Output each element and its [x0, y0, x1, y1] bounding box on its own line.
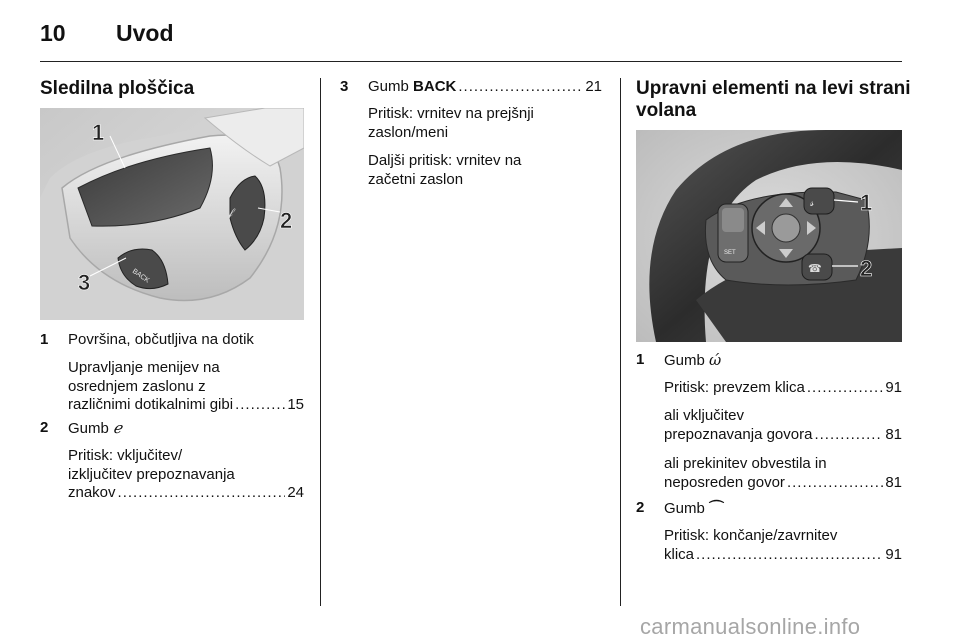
item-label [664, 351, 721, 370]
page-header [40, 14, 902, 62]
dot-leader [118, 484, 286, 503]
page-reference[interactable] [664, 474, 902, 493]
item-label-text: Gumb [68, 420, 109, 437]
reference-text: prepoznavanja govora [664, 425, 813, 443]
desc-line: Pritisk: vrnitev na prejšnji [368, 105, 534, 122]
item-label-text: Gumb [664, 352, 705, 369]
back-button-label: BACK [130, 267, 151, 285]
heading-line: Upravni elementi na levi strani [636, 78, 911, 99]
desc-line: Upravljanje menijev na [68, 359, 220, 376]
handwriting-icon: ℯ [113, 419, 122, 437]
item-label: Površina, občutljiva na dotik [68, 331, 254, 348]
desc-line: ali vključitev [664, 407, 745, 424]
heading-line: volana [636, 100, 697, 121]
steering-wheel-illustration [636, 130, 902, 342]
item-number: 1 [40, 331, 49, 348]
voice-command-icon: 𝓈 [810, 196, 815, 209]
page-reference[interactable] [68, 484, 304, 503]
voice-command-icon: ώ [709, 351, 722, 369]
steering-wheel-figure [636, 130, 902, 342]
page-reference[interactable] [368, 78, 602, 96]
reference-text: različnimi dotikalnimi gibi [68, 396, 234, 413]
callout-3: 3 [78, 270, 91, 295]
page-title: Uvod [116, 20, 174, 46]
section-heading-touchpad: Sledilna ploščica [40, 78, 195, 99]
item-number: 1 [636, 351, 645, 368]
item-label-prefix: Gumb [368, 78, 409, 95]
desc-line: ali prekinitev obvestila in [664, 455, 827, 472]
dot-leader [696, 546, 883, 565]
left-item-2-desc [68, 447, 304, 503]
item-label-text: Gumb [664, 500, 705, 517]
dot-leader [807, 379, 883, 398]
right-item-1-entry-1 [664, 379, 902, 398]
reference-text: Pritisk: prevzem klica [664, 379, 805, 396]
middle-item-3-desc-2 [368, 152, 602, 189]
reference-page: 91 [885, 545, 902, 563]
callout-1: 1 [92, 120, 105, 145]
page-reference[interactable] [664, 379, 902, 398]
page-reference[interactable] [664, 546, 902, 565]
desc-line: Pritisk: končanje/zavrnitev [664, 527, 838, 544]
item-number: 2 [40, 419, 49, 436]
reference-page: 24 [287, 484, 304, 501]
item-number: 3 [340, 78, 349, 95]
desc-line: zaslon/meni [368, 123, 449, 141]
reference-text: klica [664, 545, 695, 563]
left-item-1-desc [68, 359, 304, 415]
page-reference[interactable] [664, 426, 902, 445]
item-label [68, 419, 122, 438]
column-divider-right [620, 78, 621, 606]
desc-line: začetni zaslon [368, 170, 464, 188]
item-label [664, 499, 724, 518]
page-reference[interactable] [68, 396, 304, 415]
hang-up-icon: ☎ [808, 262, 822, 275]
touchpad-figure [40, 108, 304, 320]
reference-text: neposreden govor [664, 473, 785, 491]
right-item-1-entry-2 [664, 407, 902, 444]
reference-page: 81 [885, 473, 902, 491]
set-button-label: SET [724, 250, 736, 256]
section-heading-steering-controls [636, 78, 911, 122]
touchpad-illustration [40, 108, 304, 320]
item-label [368, 78, 456, 96]
callout-2: 2 [860, 256, 873, 281]
column-divider-left [320, 78, 321, 606]
item-number: 2 [636, 499, 645, 516]
right-item-1-entry-3 [664, 455, 902, 492]
desc-line: osrednjem zaslonu z [68, 377, 206, 395]
desc-line: Pritisk: vključitev/ [68, 447, 183, 464]
dot-leader [787, 474, 883, 493]
middle-item-3-desc-1 [368, 105, 602, 142]
dot-leader [458, 78, 583, 96]
handwriting-icon: 𝒻 [228, 206, 233, 219]
page-number: 10 [40, 20, 66, 46]
reference-page: 21 [585, 78, 602, 95]
dot-leader [814, 426, 883, 445]
desc-line: izključitev prepoznavanja [68, 465, 235, 483]
dot-leader [235, 396, 285, 415]
callout-1: 1 [860, 190, 873, 215]
reference-page: 81 [885, 425, 902, 443]
hang-up-icon: ⌒ [709, 499, 725, 517]
item-label-bold: BACK [413, 78, 457, 95]
watermark: carmanualsonline.info [640, 614, 861, 639]
callout-2: 2 [280, 208, 293, 233]
reference-page: 91 [885, 379, 902, 396]
desc-line: Daljši pritisk: vrnitev na [368, 152, 522, 169]
reference-page: 15 [287, 396, 304, 413]
right-item-2-entry-1 [664, 527, 902, 564]
reference-text: znakov [68, 484, 116, 501]
